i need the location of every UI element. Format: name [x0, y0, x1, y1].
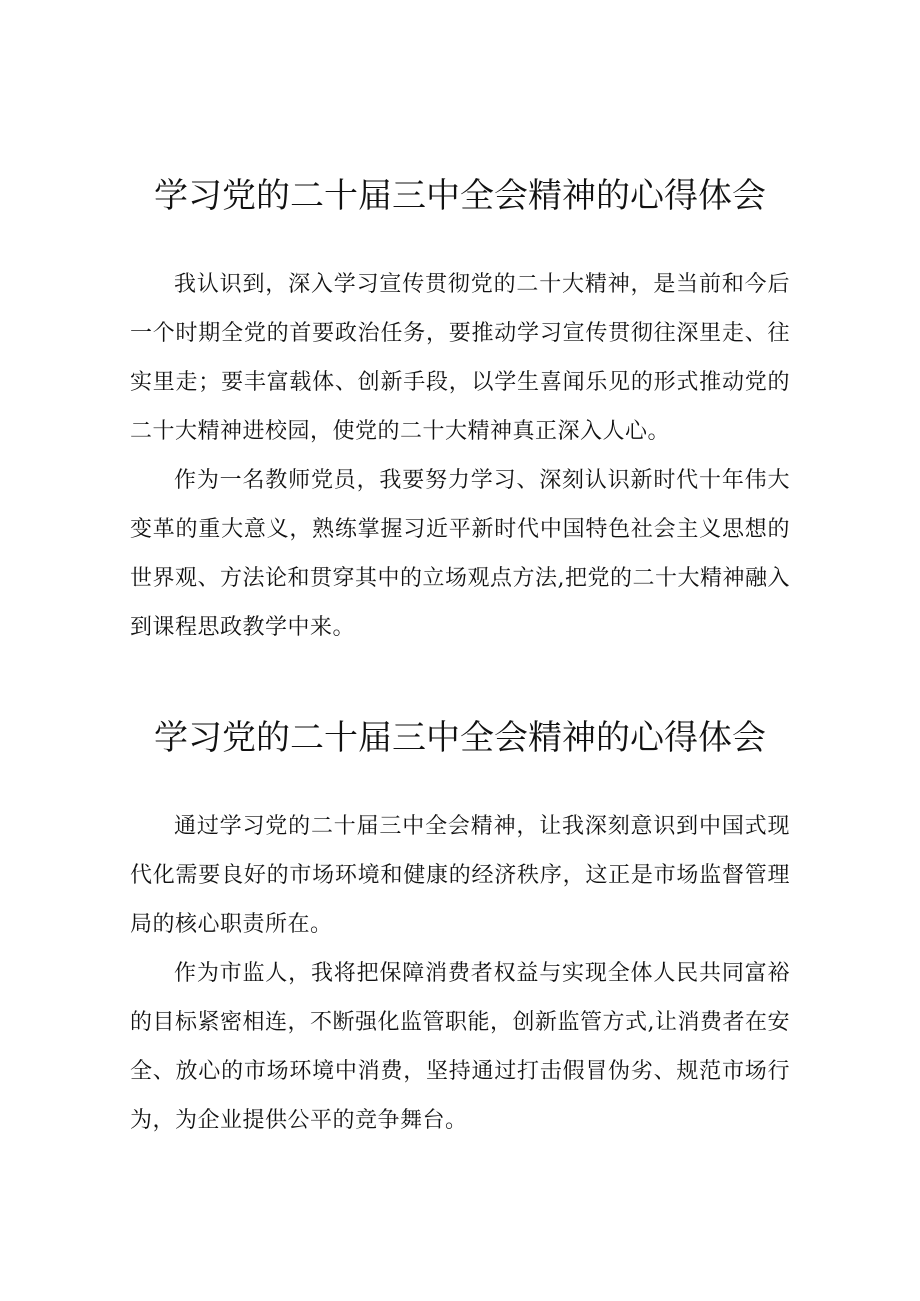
paragraph-1-2: 作为一名教师党员，我要努力学习、深刻认识新时代十年伟大变革的重大意义，熟练掌握习近平新时代中国特色社会主义思想的世界观、方法论和贯穿其中的立场观点方法,把党的二十大精神融入到课程思政教学中来。 [130, 468, 790, 640]
article-title-1: 学习党的二十届三中全会精神的心得体会 [154, 176, 766, 216]
article-title-2: 学习党的二十届三中全会精神的心得体会 [154, 718, 766, 758]
article-body-2 [130, 802, 790, 1145]
paragraph-2-2: 作为市监人，我将把保障消费者权益与实现全体人民共同富裕的目标紧密相连，不断强化监管职能，创新监管方式,让消费者在安全、放心的市场环境中消费，坚持通过打击假冒伪劣、规范市场行为，为企业提供公平的竞争舞台。 [130, 961, 790, 1133]
article-section-2 [130, 710, 790, 1145]
paragraph-1-1: 我认识到，深入学习宣传贯彻党的二十大精神，是当前和今后一个时期全党的首要政治任务，要推动学习宣传贯彻往深里走、往实里走；要丰富载体、创新手段，以学生喜闻乐见的形式推动党的二十大精神进校园，使党的二十大精神真正深入人心。 [130, 272, 790, 444]
paragraph-2-1: 通过学习党的二十届三中全会精神，让我深刻意识到中国式现代化需要良好的市场环境和健康的经济秩序，这正是市场监督管理局的核心职责所在。 [130, 814, 790, 937]
article-body-1 [130, 260, 790, 652]
article-section-1 [130, 168, 790, 652]
